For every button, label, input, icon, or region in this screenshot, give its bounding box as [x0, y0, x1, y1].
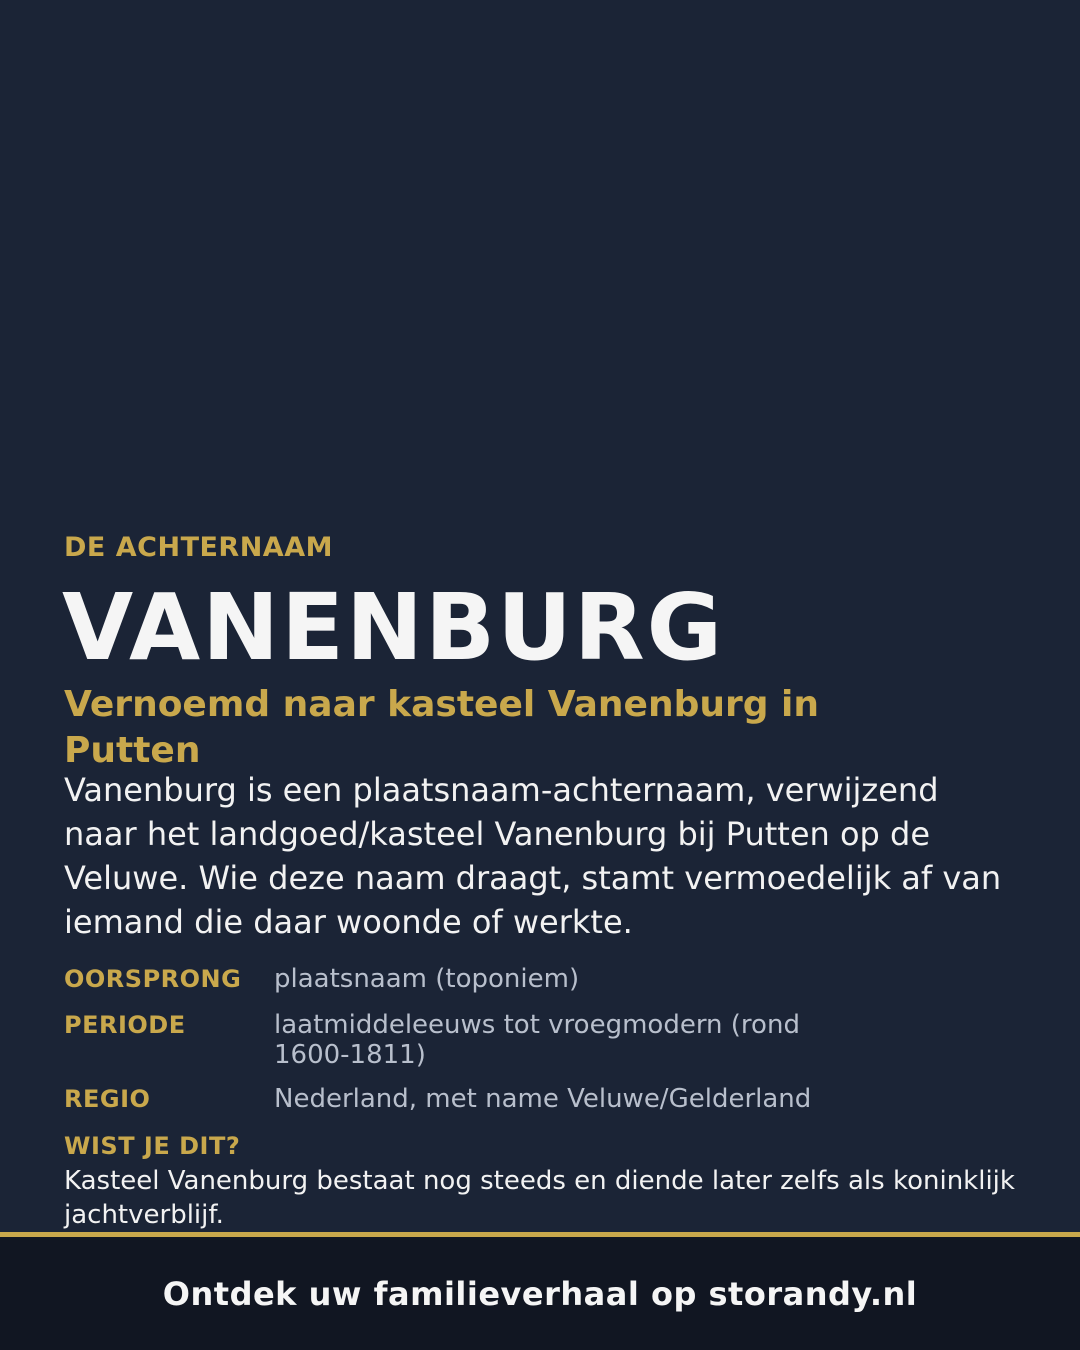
fact-label-period: PERIODE [64, 1011, 186, 1039]
fact-label-origin: OORSPRONG [64, 965, 242, 993]
footer-banner [0, 1232, 1080, 1350]
fact-value-region: Nederland, met name Veluwe/Gelderland [274, 1084, 812, 1114]
fact-value-origin: plaatsnaam (toponiem) [274, 964, 580, 994]
surname-description: Vanenburg is een plaatsnaam-achternaam, verwijzend naar het landgoed/kasteel Vanenburg bij Putten op de Veluwe. Wie deze naam draagt, stamt vermoedelijk af van iemand die daar woonde of werkte. [64, 771, 1002, 941]
surname-title: VANENBURG [62, 574, 725, 681]
fact-row-origin [64, 962, 1016, 996]
did-you-know-text: Kasteel Vanenburg bestaat nog steeds en diende later zelfs als koninklijk jachtverblijf. [64, 1166, 1015, 1230]
footer-cta-link[interactable]: Ontdek uw familieverhaal op storandy.nl [162, 1274, 918, 1313]
facts-list [64, 962, 1016, 1128]
surname-card [64, 0, 1016, 1234]
fact-row-period [64, 1008, 1016, 1070]
did-you-know-label: WIST JE DIT? [64, 1132, 241, 1160]
fact-label-region: REGIO [64, 1085, 151, 1113]
fact-row-region [64, 1082, 1016, 1116]
surname-subtitle: Vernoemd naar kasteel Vanenburg in Putten [64, 684, 820, 771]
eyebrow-label: DE ACHTERNAAM [64, 532, 333, 563]
fact-value-period: laatmiddeleeuws tot vroegmodern (rond 1600-1811) [274, 1010, 800, 1070]
